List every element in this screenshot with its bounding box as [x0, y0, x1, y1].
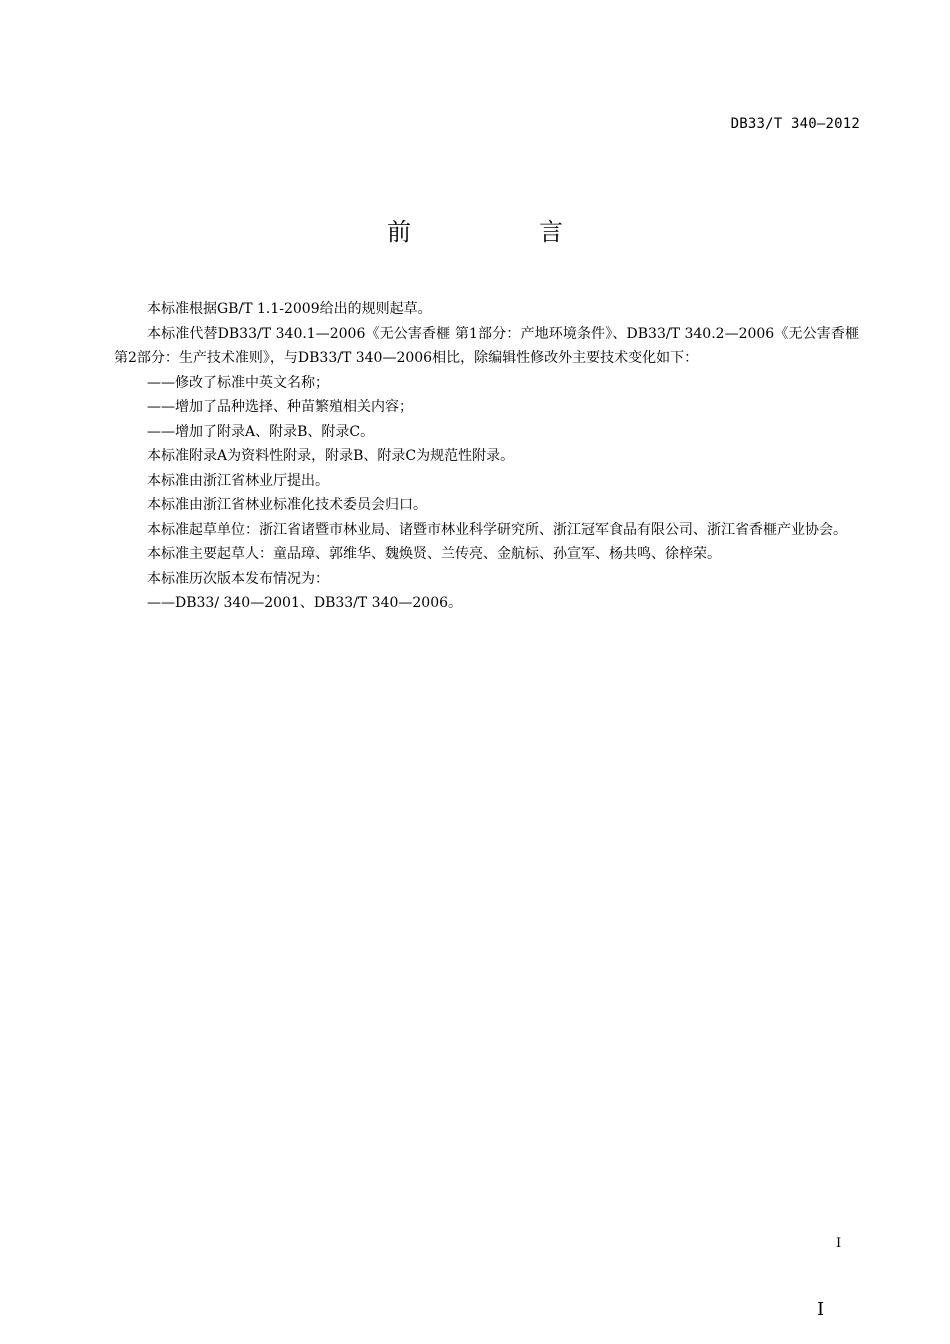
list-item: ——修改了标准中英文名称；	[147, 374, 329, 391]
paragraph: 本标准起草单位：浙江省诸暨市林业局、诸暨市林业科学研究所、浙江冠军食品有限公司、浙江省香榧产业协会。	[147, 521, 847, 538]
paragraph: 本标准附录A为资料性附录，附录B、附录C为规范性附录。	[147, 448, 515, 464]
paragraph: 本标准历次版本发布情况为：	[147, 570, 329, 587]
list-item: ——DB33/ 340—2001、DB33/T 340—2006。	[147, 595, 463, 611]
paragraph: 本标准根据GB/T 1.1-2009给出的规则起草。	[147, 301, 432, 317]
paragraph: 本标准由浙江省林业标准化技术委员会归口。	[147, 497, 427, 513]
paragraph: 本标准由浙江省林业厅提出。	[147, 472, 329, 489]
list-item: ——增加了品种选择、种苗繁殖相关内容；	[147, 399, 413, 415]
page-title: 前 言	[387, 218, 615, 246]
list-item: ——增加了附录A、附录B、附录C。	[147, 423, 375, 440]
paragraph: 本标准代替DB33/T 340.1—2006《无公害香榧 第1部分：产地环境条件》、DB33/T 340.2—2006《无公害香榧 第2部分：生产技术准则》，与DB33/T 340—2006相比，除编辑性修改外主要技术变化如下：	[114, 325, 859, 366]
standard-code: DB33/T 340—2012	[730, 116, 860, 132]
page-number: I	[836, 1236, 842, 1251]
page-number-large: I	[817, 1299, 825, 1320]
foreword-body	[114, 297, 859, 616]
paragraph: 本标准主要起草人：童品璋、郭维华、魏焕贤、兰传亮、金航标、孙宣军、杨共鸣、徐梓荣。	[147, 546, 721, 562]
